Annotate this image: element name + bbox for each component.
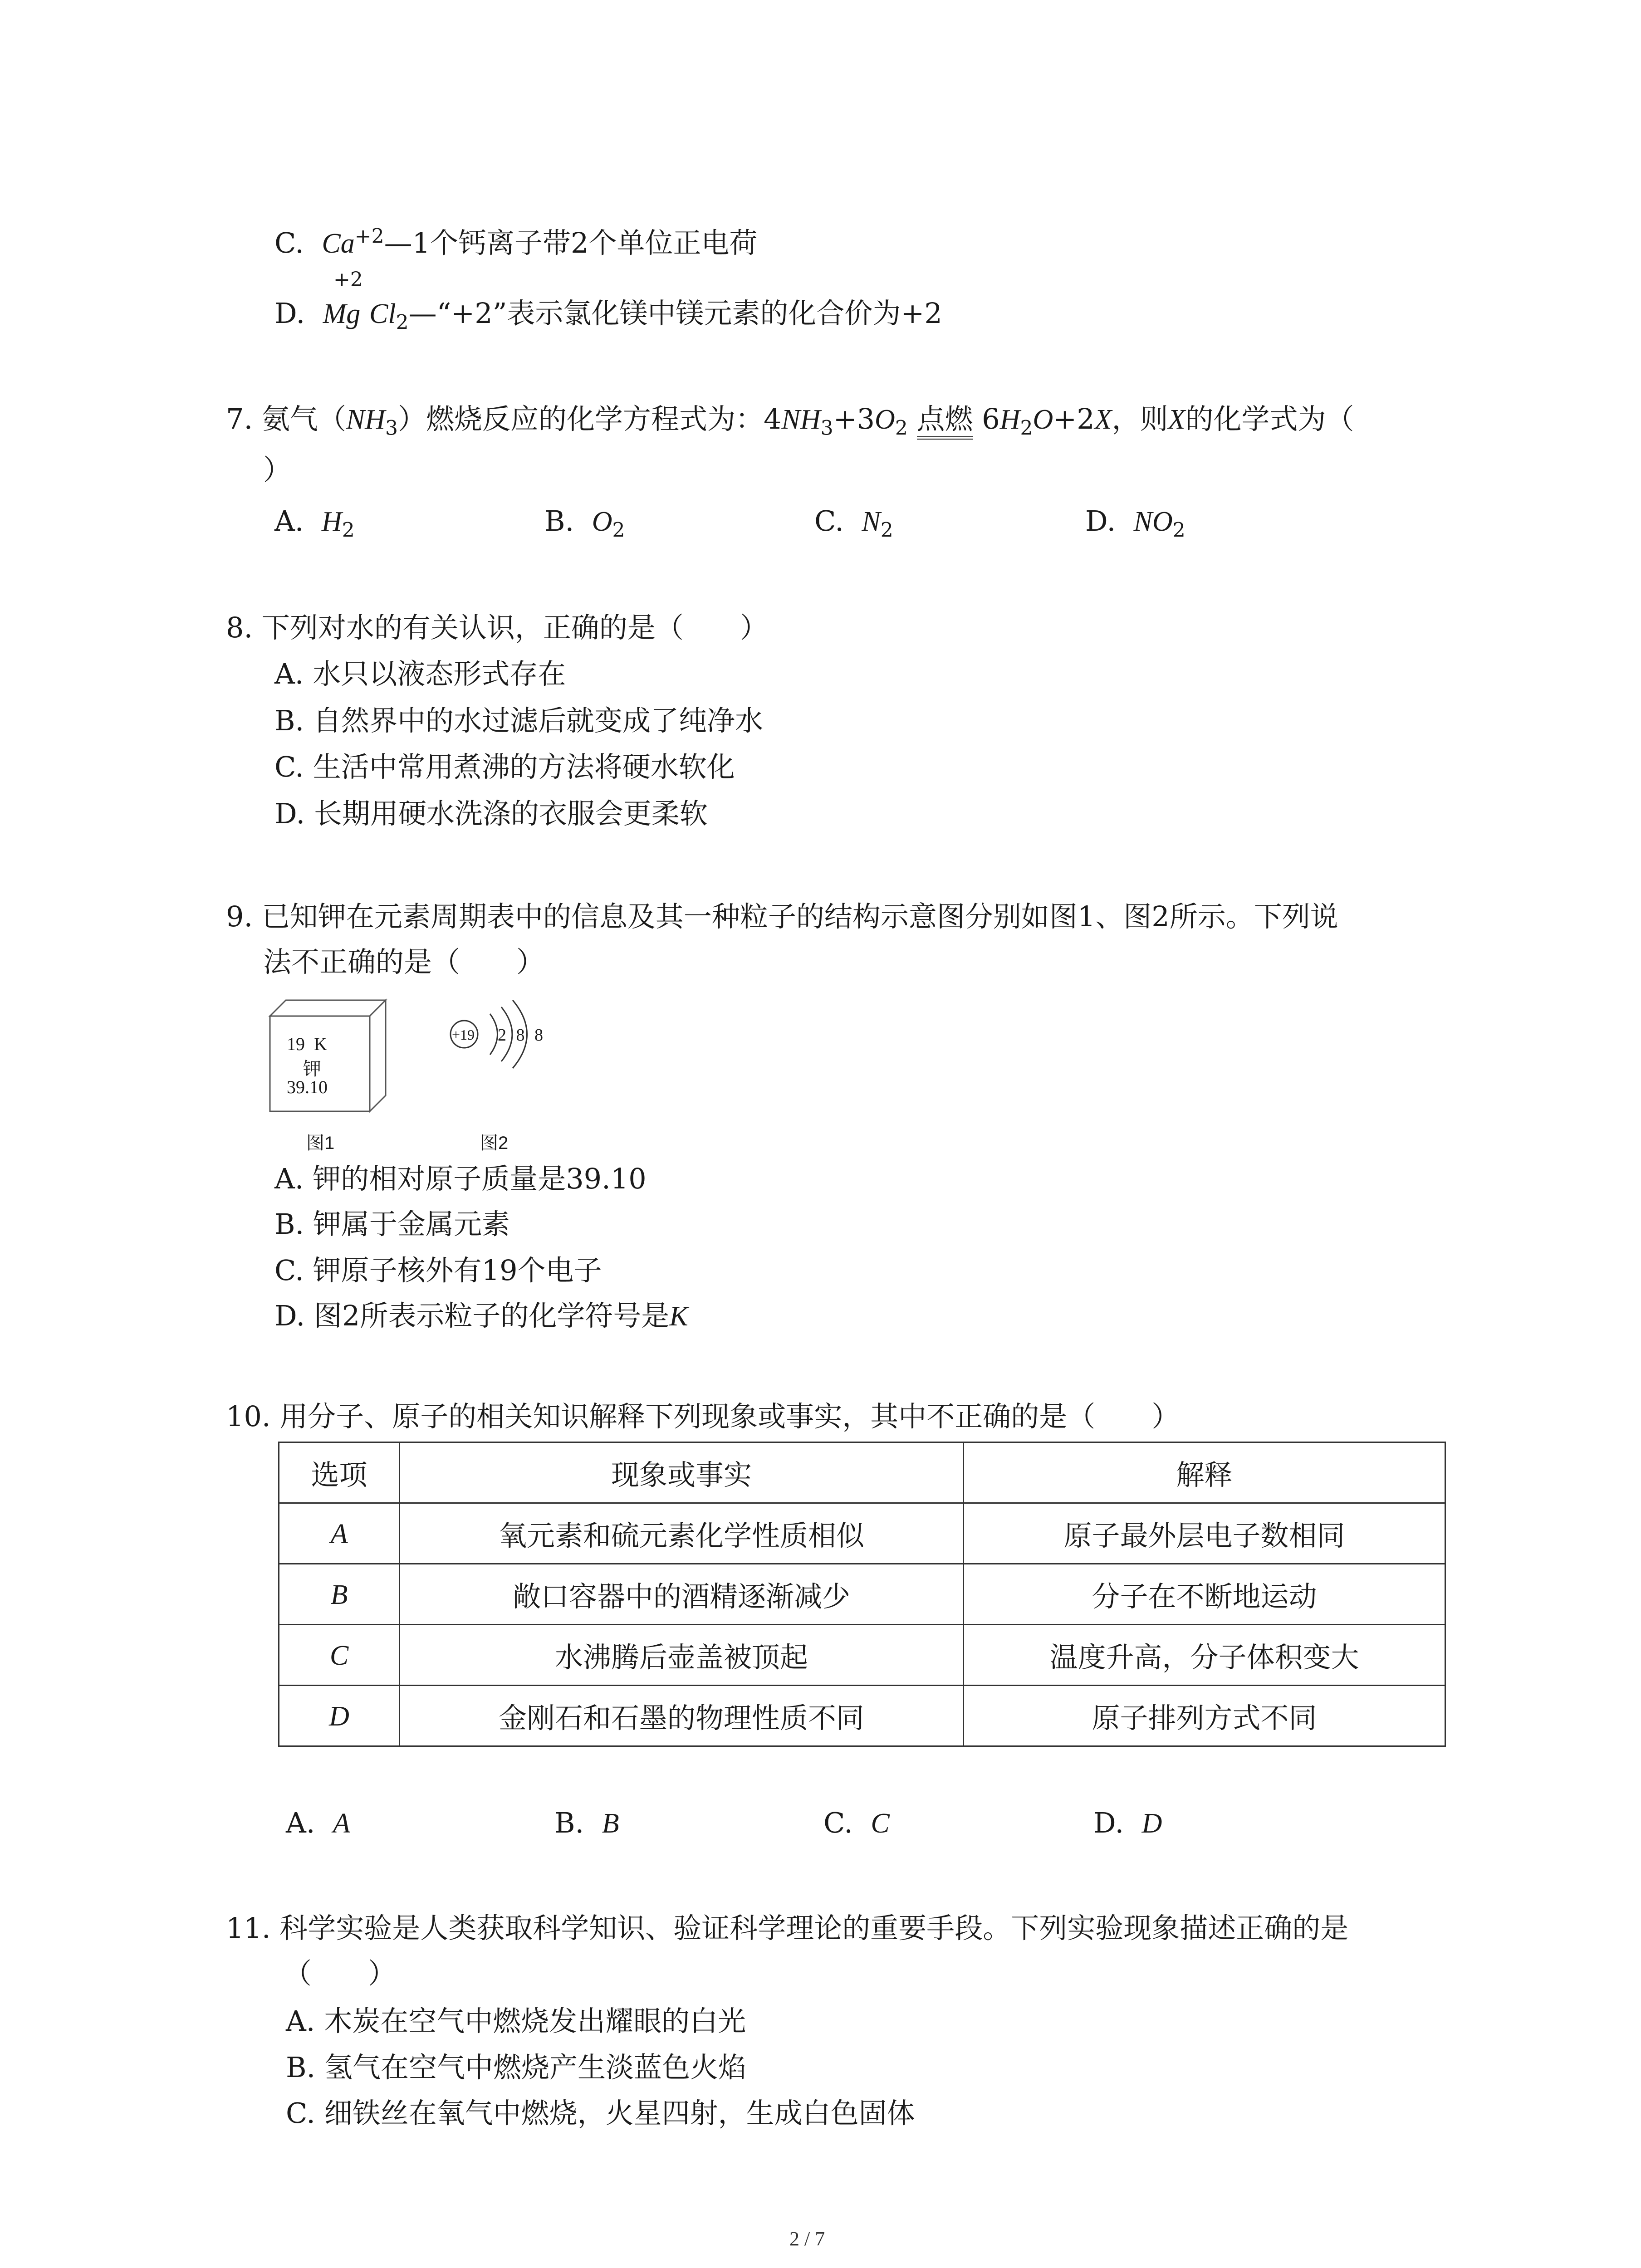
q8-stem: 8. 下列对水的有关认识，正确的是（ ） (226, 611, 768, 644)
q8-option-b[interactable]: B. 自然界中的水过滤后就变成了纯净水 (274, 704, 763, 737)
fig1-label: 图1 (306, 1133, 335, 1153)
table-cell: 氧元素和硫元素化学性质相似 (400, 1503, 964, 1564)
q10-option-a[interactable]: A. A (286, 1806, 350, 1839)
q9-option-c[interactable]: C. 钾原子核外有19个电子 (274, 1254, 602, 1287)
q11-stem-line1: 11. 科学实验是人类获取科学知识、验证科学理论的重要手段。下列实验现象描述正确的是 (226, 1911, 1349, 1945)
q10-table (278, 1442, 1446, 1747)
q8-option-c[interactable]: C. 生活中常用煮沸的方法将硬水软化 (274, 750, 735, 783)
q9-option-a[interactable]: A. 钾的相对原子质量是39.10 (274, 1162, 647, 1195)
cell-element-name: 钾 (303, 1059, 321, 1080)
ion-nucleus-charge: +19 (452, 1026, 475, 1043)
periodic-cell-figure (265, 996, 392, 1116)
table-cell: D (279, 1686, 400, 1746)
table-row (279, 1564, 1445, 1625)
fig2-label: 图2 (480, 1133, 509, 1153)
table-row (279, 1686, 1445, 1746)
q7-option-d[interactable]: D. $NO_2$ (1085, 504, 1185, 542)
q11-stem-line2: （ ） (284, 1957, 397, 1990)
q6-option-c: C. $Ca^{+2}—1$个钙离子带2个单位正电荷 (274, 225, 758, 259)
q11-option-c[interactable]: C. 细铁丝在氧气中燃烧，火星四射，生成白色固体 (286, 2097, 915, 2130)
q11-option-a[interactable]: A. 木炭在空气中燃烧发出耀眼的白光 (286, 2004, 746, 2038)
table-cell: 温度升高，分子体积变大 (964, 1625, 1445, 1686)
q9-option-b[interactable]: B. 钾属于金属元素 (274, 1207, 510, 1241)
table-cell: C (279, 1625, 400, 1686)
q7-option-c[interactable]: C. $N_2$ (814, 504, 893, 542)
q10-option-b[interactable]: B. B (554, 1806, 619, 1839)
page-number: 2 / 7 (789, 2228, 825, 2250)
q6-option-d: D. Mg $Cl_2—“+2$”表示氯化镁中镁元素的化合价为+2 (274, 297, 942, 334)
q8-option-a[interactable]: A. 水只以液态形式存在 (274, 657, 566, 690)
table-header-cell: 解释 (964, 1442, 1445, 1503)
table-row (279, 1625, 1445, 1686)
q10-option-d[interactable]: D. D (1093, 1806, 1162, 1839)
q9-stem-line1: 9. 已知钾在元素周期表中的信息及其一种粒子的结构示意图分别如图1、图2所示。下列说 (226, 900, 1338, 933)
q8-option-d[interactable]: D. 长期用硬水洗涤的衣服会更柔软 (274, 797, 708, 830)
table-cell: 分子在不断地运动 (964, 1564, 1445, 1625)
table-row (279, 1503, 1445, 1564)
q7-option-b[interactable]: B. $O_2$ (544, 504, 625, 542)
table-cell: 金刚石和石墨的物理性质不同 (400, 1686, 964, 1746)
table-cell: A (279, 1503, 400, 1564)
ion-shell-electrons: 2 8 8 (498, 1026, 543, 1045)
table-cell: 原子最外层电子数相同 (964, 1503, 1445, 1564)
q7-stem: 7. 氨气$(NH_3)$燃烧反应的化学方程式为：$4NH_3+3O_2$ 点燃 $6H_2O+2X$，则X的化学式为（ (226, 402, 1354, 440)
cell-atomic-number: 19 K (287, 1034, 327, 1054)
table-header-cell: 现象或事实 (400, 1442, 964, 1503)
q9-stem-line2: 法不正确的是（ ） (263, 945, 545, 978)
q7-reaction-condition: 点燃 (917, 402, 973, 440)
table-cell: 原子排列方式不同 (964, 1686, 1445, 1746)
q7-option-a[interactable]: A. $H_2$ (274, 504, 355, 542)
q11-option-b[interactable]: B. 氢气在空气中燃烧产生淡蓝色火焰 (286, 2051, 746, 2084)
cell-atomic-mass: 39.10 (287, 1077, 328, 1097)
q10-stem: 10. 用分子、原子的相关知识解释下列现象或事实，其中不正确的是（ ） (226, 1400, 1180, 1433)
q7-stem-close: ） (263, 453, 292, 486)
table-cell: 水沸腾后壶盖被顶起 (400, 1625, 964, 1686)
table-header-cell: 选项 (279, 1442, 400, 1503)
table-header-row (279, 1442, 1445, 1503)
q10-option-c[interactable]: C. C (823, 1806, 890, 1839)
table-cell: 敞口容器中的酒精逐渐减少 (400, 1564, 964, 1625)
table-cell: B (279, 1564, 400, 1625)
q9-option-d[interactable]: D. 图2所表示粒子的化学符号是K (274, 1299, 688, 1332)
q6-valence-mark: +2 (333, 268, 363, 291)
